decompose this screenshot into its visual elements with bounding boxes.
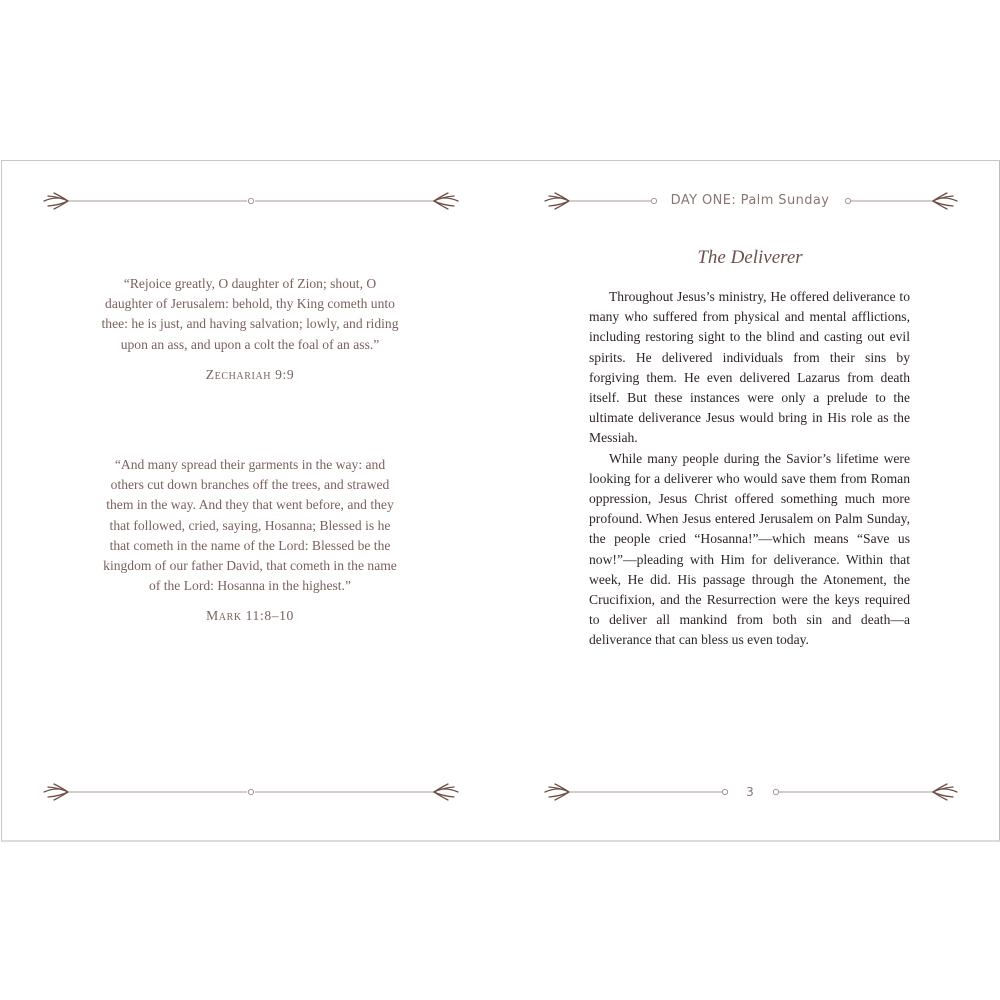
book-spread [1,160,1000,842]
palm-frond-icon [434,193,458,209]
scripture-quote-zechariah [100,274,400,385]
chapter-title: The Deliverer [697,247,803,268]
bottom-ornament-rule [2,782,500,802]
quote-citation: Zechariah 9:9 [205,366,295,382]
top-ornament-rule [2,191,500,211]
quote-citation: Mark 11:8–10 [206,608,294,624]
running-head: DAY ONE: Palm Sunday [670,193,830,208]
palm-frond-icon [44,193,68,209]
running-head-rule [501,191,999,211]
palm-frond-icon [434,784,458,800]
quote-text: “And many spread their garments in the way: and others cut down branches off the trees, and strawed them in the way. And they that went before, and they that followed, cried, saying, Hosanna; Blessed is he that cometh in the name of the Lord: Blessed be the kingdom of our father David, that cometh in the name of the Lord: Hosanna in the highest.” [103,457,397,594]
folio-rule [501,782,999,802]
scripture-quote-mark [100,455,400,627]
quote-text: “Rejoice greatly, O daughter of Zion; shout, O daughter of Jerusalem: behold, thy King cometh unto thee: he is just, and having salvation; lowly, and riding upon an ass, and upon a colt the foal of an ass.” [101,276,399,352]
paragraph: While many people during the Savior’s lifetime were looking for a deliverer who would save them from Roman oppression, Jesus Christ offered something much more profound. When Jesus entered Jerusalem on Palm Sunday, the people cried “Hosanna!”—which means “Save us now!”—pleading with Him for deliverance. Within that week, He did. His passage through the Atonement, the Crucifixion, and the Resurrection were the keys required to deliver all mankind from both sin and death—a deliverance that can bless us even today. [589,450,910,648]
body-text [589,287,910,651]
page-number: 3 [746,785,754,799]
left-page [2,161,500,840]
paragraph: Throughout Jesus’s ministry, He offered deliverance to many who suffered from physical and mental afflictions, including restoring sight to the blind and casting out evil spirits. He delivered individuals from their sins by forgiving them. He even delivered Lazarus from death itself. But these instances were only a prelude to the ultimate deliverance Jesus would bring in His role as the Messiah. [589,289,910,446]
right-page [501,161,999,840]
palm-frond-icon [44,784,68,800]
